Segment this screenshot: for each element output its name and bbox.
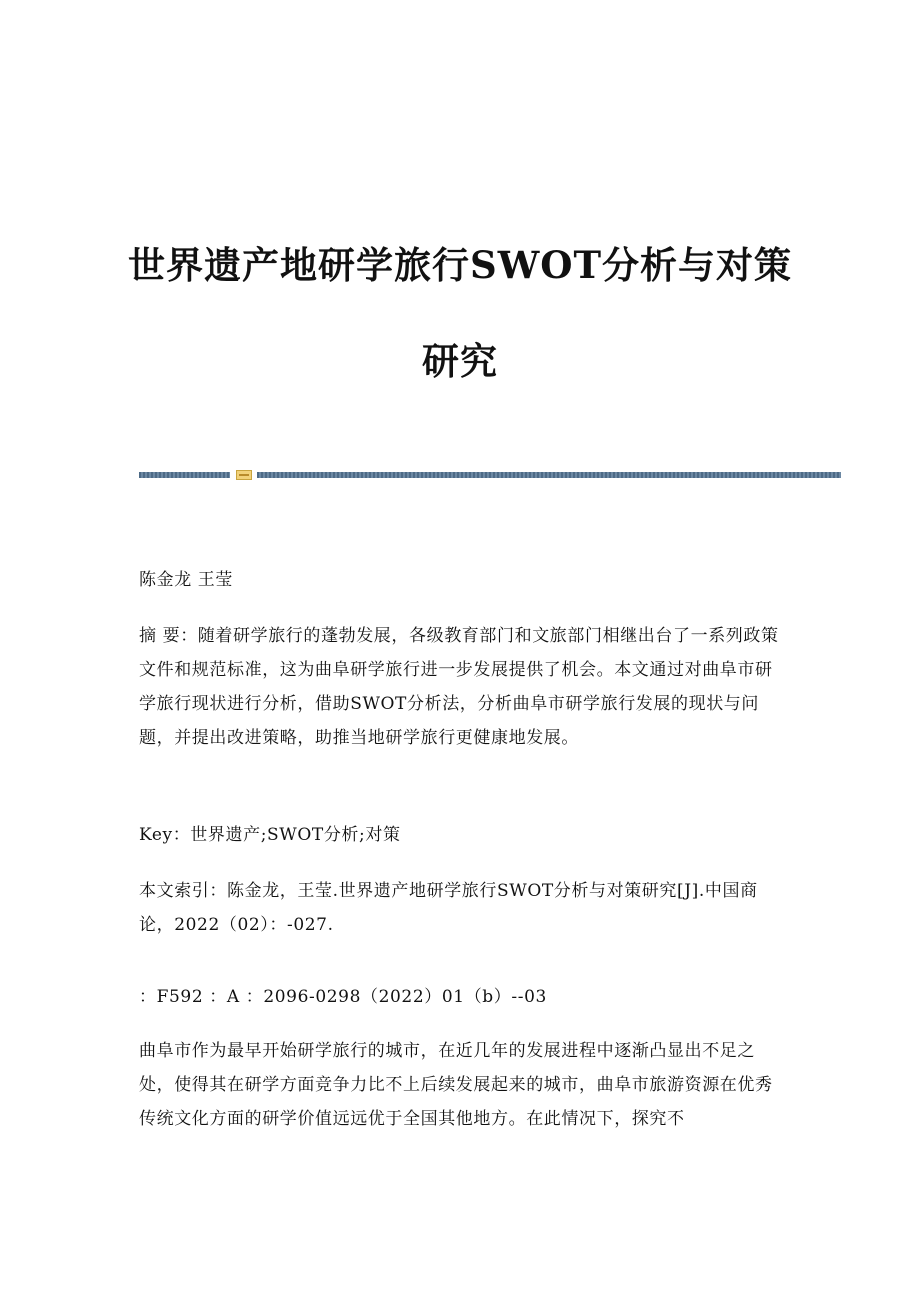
body-paragraph: 曲阜市作为最早开始研学旅行的城市，在近几年的发展进程中逐渐凸显出不足之处，使得其在研学方面竞争力比不上后续发展起来的城市，曲阜市旅游资源在优秀传统文化方面的研学价值远远优于全国其他地方。在此情况下，探究不 [139,1041,773,1129]
divider-bar-right [257,472,841,478]
abstract: 摘 要：随着研学旅行的蓬勃发展，各级教育部门和文旅部门相继出台了一系列政策文件和规范标准，这为曲阜研学旅行进一步发展提供了机会。本文通过对曲阜市研学旅行现状进行分析，借助SWOT分析法，分析曲阜市研学旅行发展的现状与问题，并提出改进策略，助推当地研学旅行更健康地发展。 [139,626,779,748]
paper-title-line-2: 研究 [422,338,498,383]
paper-title-line-1: 世界遗产地研学旅行SWOT分析与对策 [127,242,793,287]
title-divider [139,470,841,480]
divider-bar-left [139,472,230,478]
citation: 本文索引：陈金龙，王莹.世界遗产地研学旅行SWOT分析与对策研究[J].中国商论，2022（02）：-027. [139,881,758,935]
divider-ornament-icon [236,470,252,480]
classification-codes: ：F592 ：A ：2096-0298（2022）01（b）--03 [139,987,547,1007]
authors: 陈金龙 王莹 [139,570,234,590]
keywords: Key：世界遗产;SWOT分析;对策 [139,825,401,845]
